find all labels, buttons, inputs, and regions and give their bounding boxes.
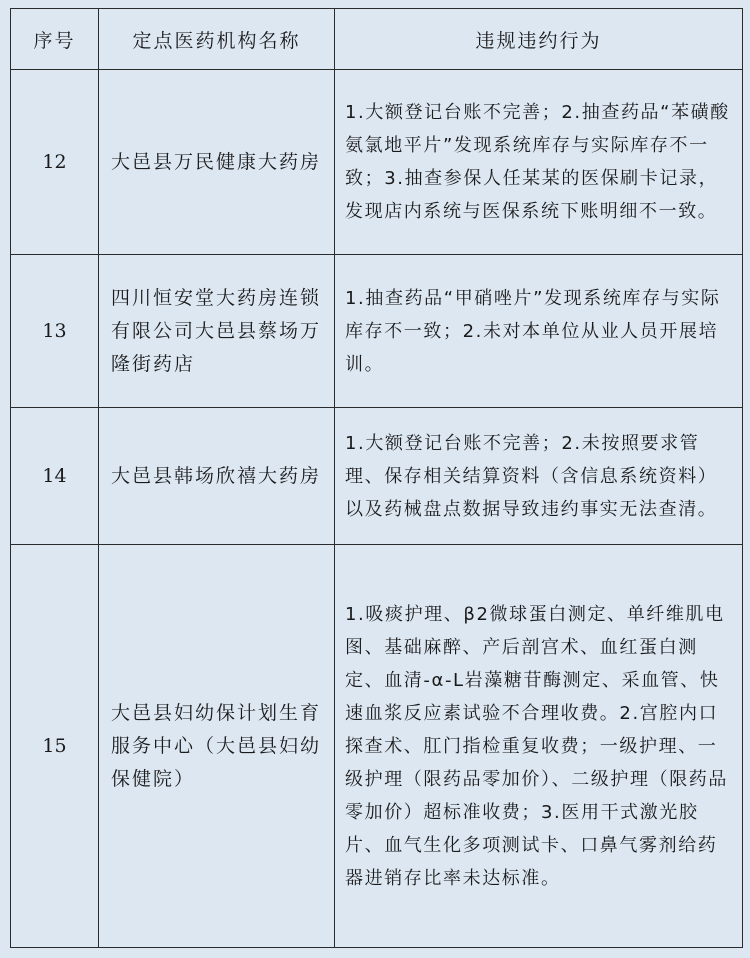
serial-number-cell: 15	[11, 545, 99, 948]
table-row	[11, 408, 743, 545]
serial-number-cell: 12	[11, 70, 99, 255]
header-institution-name: 定点医药机构名称	[99, 9, 335, 70]
header-violation-behavior: 违规违约行为	[335, 9, 743, 70]
violation-description-cell: 1.大额登记台账不完善；2.抽查药品“苯磺酸氨氯地平片”发现系统库存与实际库存不一致；3.抽查参保人任某某的医保刷卡记录，发现店内系统与医保系统下账明细不一致。	[335, 70, 743, 255]
header-serial-number: 序号	[11, 9, 99, 70]
table-row	[11, 70, 743, 255]
violations-table	[10, 8, 743, 948]
institution-name-cell: 大邑县韩场欣禧大药房	[99, 408, 335, 545]
table-row	[11, 545, 743, 948]
institution-name-cell: 四川恒安堂大药房连锁有限公司大邑县蔡场万隆街药店	[99, 255, 335, 408]
institution-name-cell: 大邑县万民健康大药房	[99, 70, 335, 255]
serial-number-cell: 13	[11, 255, 99, 408]
serial-number-cell: 14	[11, 408, 99, 545]
table-header-row	[11, 9, 743, 70]
violation-description-cell: 1.吸痰护理、β2微球蛋白测定、单纤维肌电图、基础麻醉、产后剖宫术、血红蛋白测定、血清-α-L岩藻糖苷酶测定、采血管、快速血浆反应素试验不合理收费。2.宫腔内口探查术、肛门指检重复收费；一级护理、一级护理（限药品零加价）、二级护理（限药品零加价）超标准收费；3.医用干式激光胶片、血气生化多项测试卡、口鼻气雾剂给药器进销存比率未达标准。	[335, 545, 743, 948]
institution-name-cell: 大邑县妇幼保计划生育服务中心（大邑县妇幼保健院）	[99, 545, 335, 948]
table-row	[11, 255, 743, 408]
violation-description-cell: 1.抽查药品“甲硝唑片”发现系统库存与实际库存不一致；2.未对本单位从业人员开展培训。	[335, 255, 743, 408]
violation-description-cell: 1.大额登记台账不完善；2.未按照要求管理、保存相关结算资料（含信息系统资料）以及药械盘点数据导致违约事实无法查清。	[335, 408, 743, 545]
violations-table-wrapper	[10, 8, 743, 948]
